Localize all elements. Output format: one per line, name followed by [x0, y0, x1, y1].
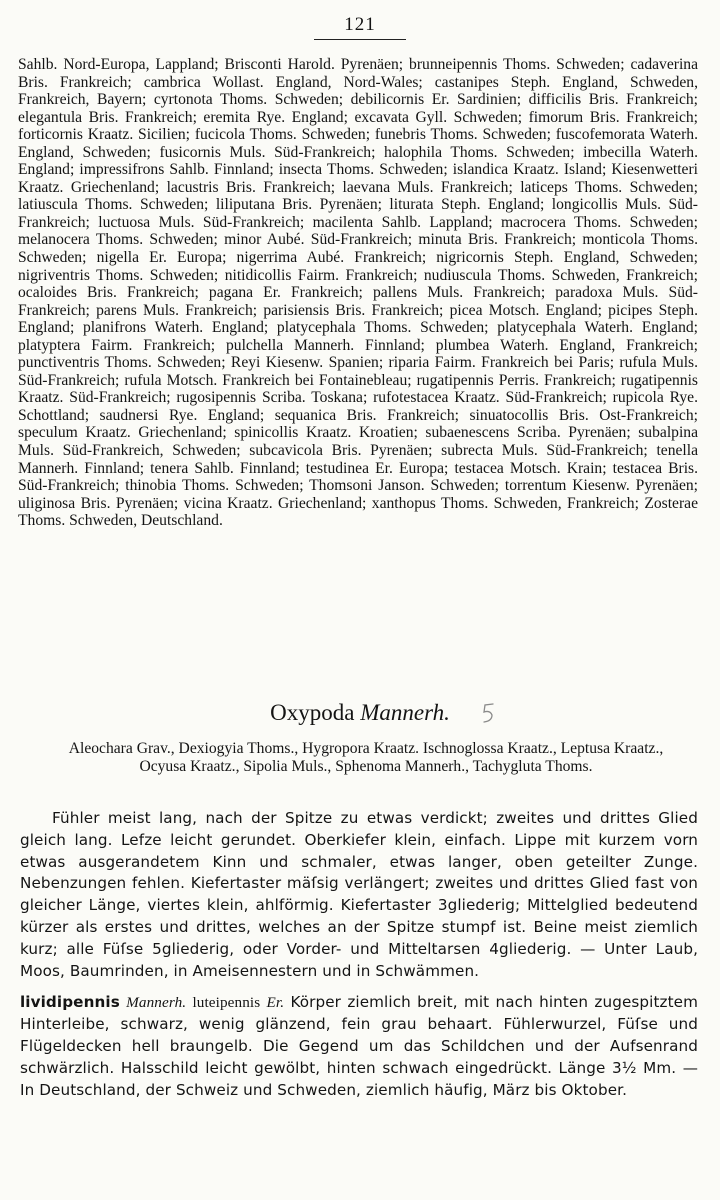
species-synonym-author: Er.: [266, 994, 285, 1012]
genus-description: Fühler meist lang, nach der Spitze zu etwas verdickt; zweites und drittes Glied gleich lang. Lefze leicht gerundet. Oberkiefer klein, einfach. Lippe mit kurzem vorn etwas ausgerandetem Kinn und schmaler, etwas langer, oben geteilter Zunge. Nebenzungen fehlen. Kiefertaster mäſsig verlängert; zweites und drittes Glied fast von gleicher Länge, viertes klein, ahlförmig. Kiefertaster 3gliederig; Mittelglied bedeutend kürzer als erstes und drittes, welches an der Spitze stumpf ist. Beine meist ziemlich kurz; alle Füſse 5gliederig, oder Vorder- und Mitteltarsen 4gliederig. — Unter Laub, Moos, Baumrinden, in Ameisennestern und in Schwämmen.: [20, 809, 698, 980]
species-author: Mannerh.: [126, 994, 187, 1012]
genus-description-block: [20, 808, 698, 1101]
genus-author: Mannerh.: [360, 700, 450, 725]
genus-name: Oxypoda: [270, 700, 355, 725]
species-name: lividipennis: [20, 993, 120, 1012]
species-description: Körper ziemlich breit, mit nach hinten zugespitztem Hinterleibe, schwarz, wenig glänzend, fein grau behaart. Fühlerwurzel, Füſse und Flügeldecken hell braungelb. Die Gegend um das Schildchen und der Aufsenrand schwärzlich. Halsschild leicht gewölbt, hinten schwach eingedrückt. Länge 3½ Mm. — In Deutschland, der Schweiz und Schweden, ziemlich häufig, März bis Oktober.: [20, 993, 699, 1099]
header-rule: [314, 39, 406, 40]
genus-heading: [0, 700, 720, 726]
species-synonym: luteipennis: [192, 994, 261, 1012]
page-header: [0, 14, 720, 40]
page-number: 121: [344, 14, 376, 35]
species-entry: [20, 992, 698, 1101]
species-catalog-text: Sahlb. Nord-Europa, Lappland; Brisconti Harold. Pyrenäen; brunneipennis Thoms. Schweden; cadaverina Bris. Frankreich; cambrica Wollast. England, Nord-Wales; castanipes Steph. England, Schweden, Frankreich, Bayern; cyrtonota Thoms. Schweden; debilicornis Er. Sardinien; difficilis Bris. Frankreich; elegantula Bris. Frankreich; eremita Rye. England; excavata Gyll. Schweden; fimorum Bris. Frankreich; forticornis Kraatz. Sicilien; fucicola Thoms. Schweden; funebris Thoms. Schweden; fuscofemorata Waterh. England, Schweden; fusicornis Muls. Süd-Frankreich; halophila Thoms. Schweden; imbecilla Waterh. England; impressifrons Sahlb. Finnland; insecta Thoms. Schweden; islandica Kraatz. Island; Kiesenwetteri Kraatz. Griechenland; lacustris Bris. Frankreich; laevana Muls. Frankreich; laticeps Thoms. Schweden; latiusculа Thoms. Schweden; liliputana Bris. Pyrenäen; liturata Steph. England; longicollis Muls. Süd-Frankreich; luctuosa Muls. Süd-Frankreich; macilenta Sahlb. Lappland; macrocera Thoms. Schweden; melanocera Thoms. Schweden; minor Aubé. Süd-Frankreich; minuta Bris. Frankreich; monticola Thoms. Schweden; nigella Er. Europa; nigerrima Aubé. Frankreich; nigricornis Steph. England, Schweden; nigriventris Thoms. Schweden; nitidicollis Fairm. Frankreich; nudiusculа Thoms. Schweden, Frankreich; ocaloides Bris. Frankreich; pagana Er. Frankreich; pallens Muls. Frankreich; paradoxa Muls. Süd-Frankreich; parens Muls. Frankreich; parisiensis Bris. Frankreich; picea Motsch. England; picipes Steph. England; planifrons Waterh. England; platycephala Thoms. Schweden; platycephala Waterh. England; platyptera Fairm. Frankreich; pulchella Mannerh. Finnland; plumbea Waterh. England, Frankreich; punctiventris Thoms. Schweden; Reyi Kiesenw. Spanien; riparia Fairm. Frankreich bei Paris; rufula Muls. Süd-Frankreich; rufula Motsch. Frankreich bei Fontainebleau; rugatipennis Perris. Frankreich; rugatipennis Kraatz. Süd-Frankreich; rugosipennis Scriba. Toskana; rufotestacea Kraatz. Süd-Frankreich; rupicola Rye. Schottland; saudnersi Rye. England; sequanica Bris. Frankreich; sinuatocollis Bris. Ost-Frankreich; speculum Kraatz. Griechenland; spinicollis Kraatz. Kroatien; subaenescens Scriba. Pyrenäen; subalpina Muls. Süd-Frankreich, Schweden; subcavicola Bris. Pyrenäen; subrecta Muls. Süd-Frankreich; tenella Mannerh. Finnland; tenera Sahlb. Finnland; testudinea Er. Europa; testacea Motsch. Krain; testacea Bris. Süd-Frankreich; thinobia Thoms. Schweden; Thomsoni Janson. Schweden; torrentum Kiesenw. Pyrenäen; uliginosa Bris. Pyrenäen; vicina Kraatz. Griechenland; xanthopus Thoms. Schweden, Frankreich; Zosterae Thoms. Schweden, Deutschland.: [18, 56, 698, 530]
pencil-annotation: [480, 702, 496, 724]
genus-synonyms: Aleochara Grav., Dexiogyia Thoms., Hygropora Kraatz. Ischnoglossa Kraatz., Leptusa Kraatz., Ocyusa Kraatz., Sipolia Muls., Sphenoma Mannerh., Tachygluta Thoms.: [68, 740, 664, 775]
